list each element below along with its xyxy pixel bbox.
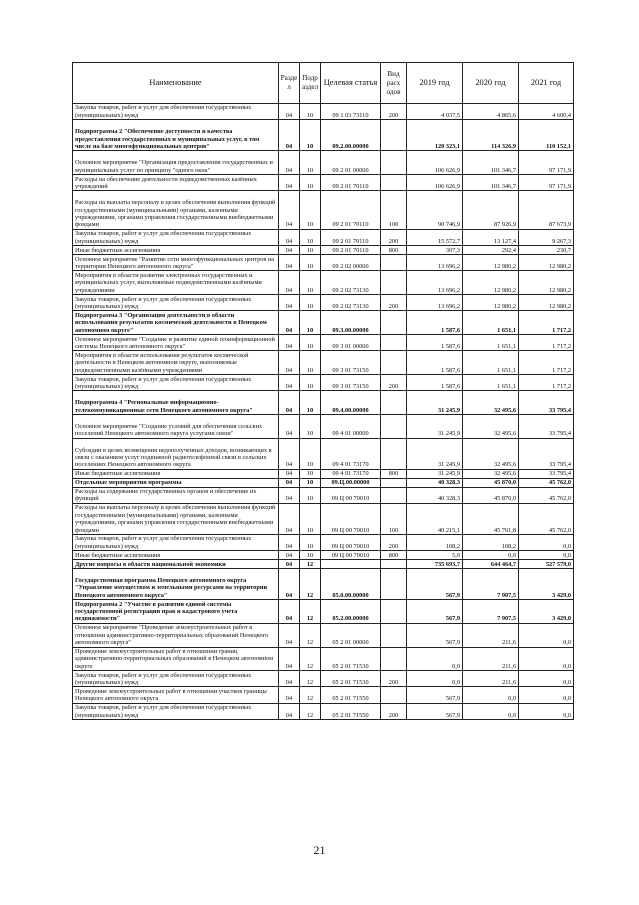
table-row [73, 671, 574, 687]
row-podrazdel: 10 [300, 229, 321, 245]
row-2019: 31 245,9 [407, 415, 463, 439]
table-row [73, 191, 574, 230]
row-name: Иные бюджетные ассигнования [73, 551, 279, 560]
table-row [73, 487, 574, 503]
row-2021: 87 673,9 [519, 191, 574, 230]
row-statya: 09 4 01 00000 [321, 415, 381, 439]
row-statya: 09.2.00.00000 [321, 120, 381, 151]
row-razdel: 04 [279, 623, 300, 647]
row-name: Основное мероприятие "Организация предоставления государственных и муниципальных услуг по принципу "одного окна" [73, 151, 279, 175]
row-2021: 97 171,9 [519, 175, 574, 191]
table-row [73, 175, 574, 191]
row-statya [321, 560, 381, 569]
table-row [73, 351, 574, 375]
row-razdel: 04 [279, 255, 300, 271]
row-2019: 40 328,3 [407, 478, 463, 487]
row-2019: 106 626,9 [407, 175, 463, 191]
row-podrazdel: 10 [300, 335, 321, 351]
row-2021: 1 717,2 [519, 335, 574, 351]
table-row [73, 647, 574, 671]
table-row [73, 120, 574, 151]
row-2020: 87 926,9 [463, 191, 519, 230]
row-razdel: 04 [279, 600, 300, 624]
row-2021: 0,0 [519, 551, 574, 560]
row-2020: 12 980,2 [463, 271, 519, 295]
table-row [73, 229, 574, 245]
row-name: Мероприятия в области использования результатов космической деятельности в Ненецком автономном округе, выполняемые подведомственными казёнными учреждениями [73, 351, 279, 375]
row-2019: 735 693,7 [407, 560, 463, 569]
row-vid [381, 120, 407, 151]
table-row [73, 687, 574, 703]
table-row [73, 703, 574, 719]
row-2020: 12 980,2 [463, 255, 519, 271]
row-2020: 292,4 [463, 246, 519, 255]
row-razdel: 04 [279, 647, 300, 671]
row-name: Субсидии в целях возмещения недополученных доходов, возникающих в связи с оказанием услуг подвижной радиотелефонной связи в сельских поселениях Ненецкого автономного округа [73, 438, 279, 469]
table-header-row [73, 63, 574, 104]
row-name: Закупка товаров, работ и услуг для обеспечения государственных (муниципальных) нужд [73, 671, 279, 687]
row-2021: 0,0 [519, 534, 574, 550]
row-podrazdel: 10 [300, 469, 321, 478]
row-2020: 0,0 [463, 703, 519, 719]
row-vid: 800 [381, 551, 407, 560]
row-2021: 9 267,3 [519, 229, 574, 245]
row-statya: 09.Ц.00.00000 [321, 478, 381, 487]
row-statya: 05.2.00.00000 [321, 600, 381, 624]
table-row [73, 295, 574, 311]
row-podrazdel: 12 [300, 569, 321, 600]
row-2021: 0,0 [519, 623, 574, 647]
row-2019: 120 323,1 [407, 120, 463, 151]
row-name: Иные бюджетные ассигнования [73, 246, 279, 255]
row-razdel: 04 [279, 311, 300, 335]
row-vid [381, 438, 407, 469]
row-razdel: 04 [279, 560, 300, 569]
row-2020: 644 464,7 [463, 560, 519, 569]
row-name: Расходы на выплаты персоналу в целях обеспечения выполнения функций государственными (муниципальными) органами, казенными учреждениями, органами управления государственными внебюджетными фондами [73, 191, 279, 230]
row-name: Иные бюджетные ассигнования [73, 469, 279, 478]
row-name: Подпрограмма 4 "Региональные информационно-телекоммуникационные сети Ненецкого автономного округа" [73, 391, 279, 415]
row-statya: 09 2 01 70110 [321, 191, 381, 230]
row-name: Проведение землеустроительных работ в отношении границ административно-территориальных образований в Ненецком автономном округе [73, 647, 279, 671]
row-razdel: 04 [279, 569, 300, 600]
row-podrazdel: 10 [300, 295, 321, 311]
row-2020: 13 127,4 [463, 229, 519, 245]
row-2021: 33 795,4 [519, 469, 574, 478]
row-2019: 40 328,3 [407, 487, 463, 503]
row-2019: 13 696,2 [407, 271, 463, 295]
row-2021: 527 579,0 [519, 560, 574, 569]
row-2020: 0,0 [463, 551, 519, 560]
row-2019: 4 037,5 [407, 104, 463, 120]
row-podrazdel: 12 [300, 600, 321, 624]
row-vid: 100 [381, 191, 407, 230]
row-name: Основное мероприятие "Развитие сети многофункциональных центров на территории Ненецкого автономного округа" [73, 255, 279, 271]
row-2019: 1 587,6 [407, 351, 463, 375]
row-statya: 09 3 01 73150 [321, 351, 381, 375]
row-name: Подпрограмма 2 "Обеспечение доступности и качества предоставления государственных и муниципальных услуг, в том числе на базе многофункциональных центров" [73, 120, 279, 151]
row-2020: 32 495,6 [463, 415, 519, 439]
row-name: Закупка товаров, работ и услуг для обеспечения государственных (муниципальных) нужд [73, 104, 279, 120]
row-2020: 1 651,1 [463, 311, 519, 335]
row-statya: 05 2 01 00000 [321, 623, 381, 647]
row-podrazdel: 10 [300, 191, 321, 230]
row-2020: 32 495,6 [463, 438, 519, 469]
row-2020: 45 870,0 [463, 478, 519, 487]
row-vid [381, 569, 407, 600]
row-podrazdel: 10 [300, 415, 321, 439]
row-2021: 45 762,0 [519, 487, 574, 503]
row-name: Основное мероприятие "Проведение землеустроительных работ в отношении административно-территориальных образований Ненецкого автономного округа" [73, 623, 279, 647]
row-podrazdel: 12 [300, 647, 321, 671]
row-2021: 12 980,2 [519, 255, 574, 271]
row-2021: 0,0 [519, 687, 574, 703]
row-statya: 05 2 01 71530 [321, 647, 381, 671]
row-2020: 211,6 [463, 671, 519, 687]
row-vid [381, 623, 407, 647]
row-razdel: 04 [279, 687, 300, 703]
row-2021: 0,0 [519, 671, 574, 687]
row-name: Расходы на обеспечение деятельности подведомственных казённых учреждений [73, 175, 279, 191]
row-razdel: 04 [279, 151, 300, 175]
row-vid: 800 [381, 246, 407, 255]
row-razdel: 04 [279, 271, 300, 295]
table-row [73, 560, 574, 569]
row-2019: 31 245,9 [407, 391, 463, 415]
row-name: Отдельные мероприятия программы [73, 478, 279, 487]
row-statya: 09 2 02 73130 [321, 271, 381, 295]
row-name: Основное мероприятие "Создание и развитие единой геоинформационной системы Ненецкого автономного округа" [73, 335, 279, 351]
row-podrazdel: 10 [300, 151, 321, 175]
row-razdel: 04 [279, 478, 300, 487]
row-podrazdel: 10 [300, 391, 321, 415]
header-podrazdel: Подр аздел [300, 63, 321, 104]
row-razdel: 04 [279, 487, 300, 503]
budget-table [72, 62, 574, 720]
row-razdel: 04 [279, 469, 300, 478]
row-vid [381, 487, 407, 503]
row-razdel: 04 [279, 391, 300, 415]
row-podrazdel: 10 [300, 311, 321, 335]
table-row [73, 375, 574, 391]
row-2020: 4 865,6 [463, 104, 519, 120]
table-row [73, 104, 574, 120]
row-name: Подпрограмма 2 "Участие в развитии единой системы государственной регистрации прав и кадастрового учета недвижимости" [73, 600, 279, 624]
header-vid: Вид расх одов [381, 63, 407, 104]
row-razdel: 04 [279, 438, 300, 469]
row-2020: 45 870,0 [463, 487, 519, 503]
row-podrazdel: 10 [300, 478, 321, 487]
row-razdel: 04 [279, 534, 300, 550]
header-name: Наименование [73, 63, 279, 104]
row-statya: 09 2 01 70110 [321, 246, 381, 255]
row-statya: 09 2 01 70110 [321, 175, 381, 191]
table-row [73, 335, 574, 351]
row-2019: 1 587,6 [407, 335, 463, 351]
row-name: Закупка товаров, работ и услуг для обеспечения государственных (муниципальных) нужд [73, 534, 279, 550]
row-2019: 90 746,9 [407, 191, 463, 230]
row-2019: 106 626,9 [407, 151, 463, 175]
row-statya: 05 2 01 71530 [321, 671, 381, 687]
row-razdel: 04 [279, 671, 300, 687]
row-statya: 09 2 01 70110 [321, 229, 381, 245]
row-statya: 09 Ц 00 70010 [321, 487, 381, 503]
row-razdel: 04 [279, 295, 300, 311]
row-name: Расходы на содержание государственных органов и обеспечение их функций [73, 487, 279, 503]
row-2021: 33 795,4 [519, 391, 574, 415]
table-row [73, 271, 574, 295]
row-statya: 09 1 03 73110 [321, 104, 381, 120]
row-vid: 200 [381, 703, 407, 719]
row-statya: 09 3 01 73150 [321, 375, 381, 391]
row-2020: 32 495,6 [463, 469, 519, 478]
row-2021: 12 980,2 [519, 271, 574, 295]
table-row [73, 311, 574, 335]
row-statya: 05.0.00.00000 [321, 569, 381, 600]
table-row [73, 469, 574, 478]
row-2020: 114 326,9 [463, 120, 519, 151]
row-statya: 05 2 01 71550 [321, 687, 381, 703]
row-2019: 567,9 [407, 687, 463, 703]
row-2019: 13 696,2 [407, 295, 463, 311]
row-vid [381, 351, 407, 375]
row-vid [381, 478, 407, 487]
row-razdel: 04 [279, 375, 300, 391]
header-statya: Целевая статья [321, 63, 381, 104]
row-podrazdel: 10 [300, 255, 321, 271]
row-razdel: 04 [279, 175, 300, 191]
row-vid [381, 600, 407, 624]
row-vid [381, 647, 407, 671]
row-2019: 31 245,9 [407, 438, 463, 469]
row-vid: 800 [381, 469, 407, 478]
row-2020: 101 346,7 [463, 151, 519, 175]
row-razdel: 04 [279, 503, 300, 534]
row-vid: 200 [381, 104, 407, 120]
row-2021: 33 795,4 [519, 415, 574, 439]
row-statya: 09 2 02 73130 [321, 295, 381, 311]
row-2019: 1 587,6 [407, 311, 463, 335]
row-name: Закупка товаров, работ и услуг для обеспечения государственных (муниципальных) нужд [73, 703, 279, 719]
row-2021: 3 429,0 [519, 600, 574, 624]
row-podrazdel: 12 [300, 687, 321, 703]
row-podrazdel: 12 [300, 560, 321, 569]
row-statya: 09 Ц 00 70010 [321, 503, 381, 534]
row-podrazdel: 12 [300, 623, 321, 647]
row-2021: 230,7 [519, 246, 574, 255]
table-row [73, 623, 574, 647]
row-statya: 05 2 01 71550 [321, 703, 381, 719]
row-2020: 45 761,8 [463, 503, 519, 534]
row-podrazdel: 10 [300, 120, 321, 151]
row-podrazdel: 10 [300, 375, 321, 391]
row-2021: 97 171,9 [519, 151, 574, 175]
row-statya: 09 2 02 00000 [321, 255, 381, 271]
row-razdel: 04 [279, 104, 300, 120]
row-vid: 100 [381, 503, 407, 534]
row-2020: 211,6 [463, 623, 519, 647]
row-name: Другие вопросы в области национальной экономики [73, 560, 279, 569]
row-vid [381, 687, 407, 703]
row-statya: 09.3.00.00000 [321, 311, 381, 335]
row-2021: 3 429,0 [519, 569, 574, 600]
row-2019: 108,2 [407, 534, 463, 550]
header-2019: 2019 год [407, 63, 463, 104]
row-2019: 567,9 [407, 569, 463, 600]
row-2019: 567,9 [407, 623, 463, 647]
row-statya: 09 Ц 00 70010 [321, 534, 381, 550]
row-name: Основное мероприятие "Создание условий для обеспечения сельских поселений Ненецкого автономного округа услугами связи" [73, 415, 279, 439]
row-2020: 0,0 [463, 687, 519, 703]
row-2020: 12 980,2 [463, 295, 519, 311]
row-name: Государственная программа Ненецкого автономного округа "Управление имуществом и земельными ресурсами на территории Ненецкого автономного округа" [73, 569, 279, 600]
table-row [73, 503, 574, 534]
row-vid [381, 560, 407, 569]
row-vid [381, 415, 407, 439]
row-podrazdel: 12 [300, 671, 321, 687]
row-podrazdel: 10 [300, 487, 321, 503]
row-vid: 200 [381, 671, 407, 687]
table-row [73, 246, 574, 255]
row-name: Закупка товаров, работ и услуг для обеспечения государственных (муниципальных) нужд [73, 375, 279, 391]
row-2021: 4 600,4 [519, 104, 574, 120]
row-podrazdel: 10 [300, 351, 321, 375]
row-podrazdel: 10 [300, 551, 321, 560]
row-2019: 31 245,9 [407, 469, 463, 478]
table-row [73, 569, 574, 600]
row-podrazdel: 10 [300, 271, 321, 295]
table-row [73, 255, 574, 271]
row-name: Мероприятия в области развития электронных государственных и муниципальных услуг, выполняемые подведомственными казёнными учреждениями [73, 271, 279, 295]
row-statya: 09 4 01 73170 [321, 438, 381, 469]
row-2019: 307,3 [407, 246, 463, 255]
row-statya: 09 3 01 00000 [321, 335, 381, 351]
row-2021: 0,0 [519, 703, 574, 719]
row-podrazdel: 10 [300, 104, 321, 120]
row-name: Подпрограмма 3 "Организация деятельности в области использования результатов космической деятельности в Ненецком автономном округе" [73, 311, 279, 335]
row-2021: 33 795,4 [519, 438, 574, 469]
row-2020: 7 907,5 [463, 569, 519, 600]
row-podrazdel: 10 [300, 246, 321, 255]
row-vid: 200 [381, 375, 407, 391]
row-2021: 45 762,0 [519, 503, 574, 534]
row-name: Закупка товаров, работ и услуг для обеспечения государственных (муниципальных) нужд [73, 229, 279, 245]
row-2019: 567,9 [407, 703, 463, 719]
row-2019: 15 572,7 [407, 229, 463, 245]
row-razdel: 04 [279, 703, 300, 719]
row-vid [381, 255, 407, 271]
row-razdel: 04 [279, 351, 300, 375]
row-razdel: 04 [279, 335, 300, 351]
row-vid [381, 175, 407, 191]
row-2020: 211,6 [463, 647, 519, 671]
row-2020: 32 495,6 [463, 391, 519, 415]
table-row [73, 391, 574, 415]
row-statya: 09 Ц 00 70010 [321, 551, 381, 560]
row-2020: 108,2 [463, 534, 519, 550]
row-razdel: 04 [279, 551, 300, 560]
table-row [73, 415, 574, 439]
row-vid [381, 335, 407, 351]
row-name: Расходы на выплаты персоналу в целях обеспечения выполнения функций государственными (муниципальными) органами, казенными учреждениями, органами управления государственными внебюджетными фондами [73, 503, 279, 534]
row-podrazdel: 10 [300, 175, 321, 191]
table-row [73, 534, 574, 550]
table-row [73, 600, 574, 624]
header-2020: 2020 год [463, 63, 519, 104]
row-podrazdel: 10 [300, 503, 321, 534]
row-2021: 12 980,2 [519, 295, 574, 311]
row-name: Проведение землеустроительных работ в отношении участков границы Ненецкого автономного округа [73, 687, 279, 703]
row-2020: 101 346,7 [463, 175, 519, 191]
row-statya: 09.4.00.00000 [321, 391, 381, 415]
row-2019: 13 696,2 [407, 255, 463, 271]
row-2020: 1 651,1 [463, 335, 519, 351]
row-2019: 0,0 [407, 647, 463, 671]
row-2021: 110 152,1 [519, 120, 574, 151]
row-2019: 1 587,6 [407, 375, 463, 391]
row-2020: 1 651,1 [463, 375, 519, 391]
row-2019: 40 215,1 [407, 503, 463, 534]
row-name: Закупка товаров, работ и услуг для обеспечения государственных (муниципальных) нужд [73, 295, 279, 311]
row-razdel: 04 [279, 246, 300, 255]
row-vid [381, 391, 407, 415]
row-vid [381, 271, 407, 295]
table-row [73, 438, 574, 469]
row-vid: 200 [381, 534, 407, 550]
row-2020: 7 907,5 [463, 600, 519, 624]
row-2019: 567,9 [407, 600, 463, 624]
row-2021: 1 717,2 [519, 311, 574, 335]
row-2021: 45 762,0 [519, 478, 574, 487]
row-2021: 1 717,2 [519, 375, 574, 391]
row-2021: 0,0 [519, 647, 574, 671]
row-vid: 200 [381, 295, 407, 311]
row-2019: 5,0 [407, 551, 463, 560]
header-2021: 2021 год [519, 63, 574, 104]
row-statya: 09 4 01 73170 [321, 469, 381, 478]
row-2019: 0,0 [407, 671, 463, 687]
row-razdel: 04 [279, 229, 300, 245]
row-podrazdel: 12 [300, 703, 321, 719]
table-row [73, 551, 574, 560]
row-podrazdel: 10 [300, 438, 321, 469]
table-row [73, 478, 574, 487]
row-razdel: 04 [279, 191, 300, 230]
row-vid: 200 [381, 229, 407, 245]
page-number: 21 [313, 843, 326, 857]
header-razdel: Разде л [279, 63, 300, 104]
table-row [73, 151, 574, 175]
row-razdel: 04 [279, 415, 300, 439]
row-vid [381, 151, 407, 175]
row-2021: 1 717,2 [519, 351, 574, 375]
row-statya: 09 2 01 00000 [321, 151, 381, 175]
row-razdel: 04 [279, 120, 300, 151]
row-vid [381, 311, 407, 335]
row-2020: 1 651,1 [463, 351, 519, 375]
row-podrazdel: 10 [300, 534, 321, 550]
